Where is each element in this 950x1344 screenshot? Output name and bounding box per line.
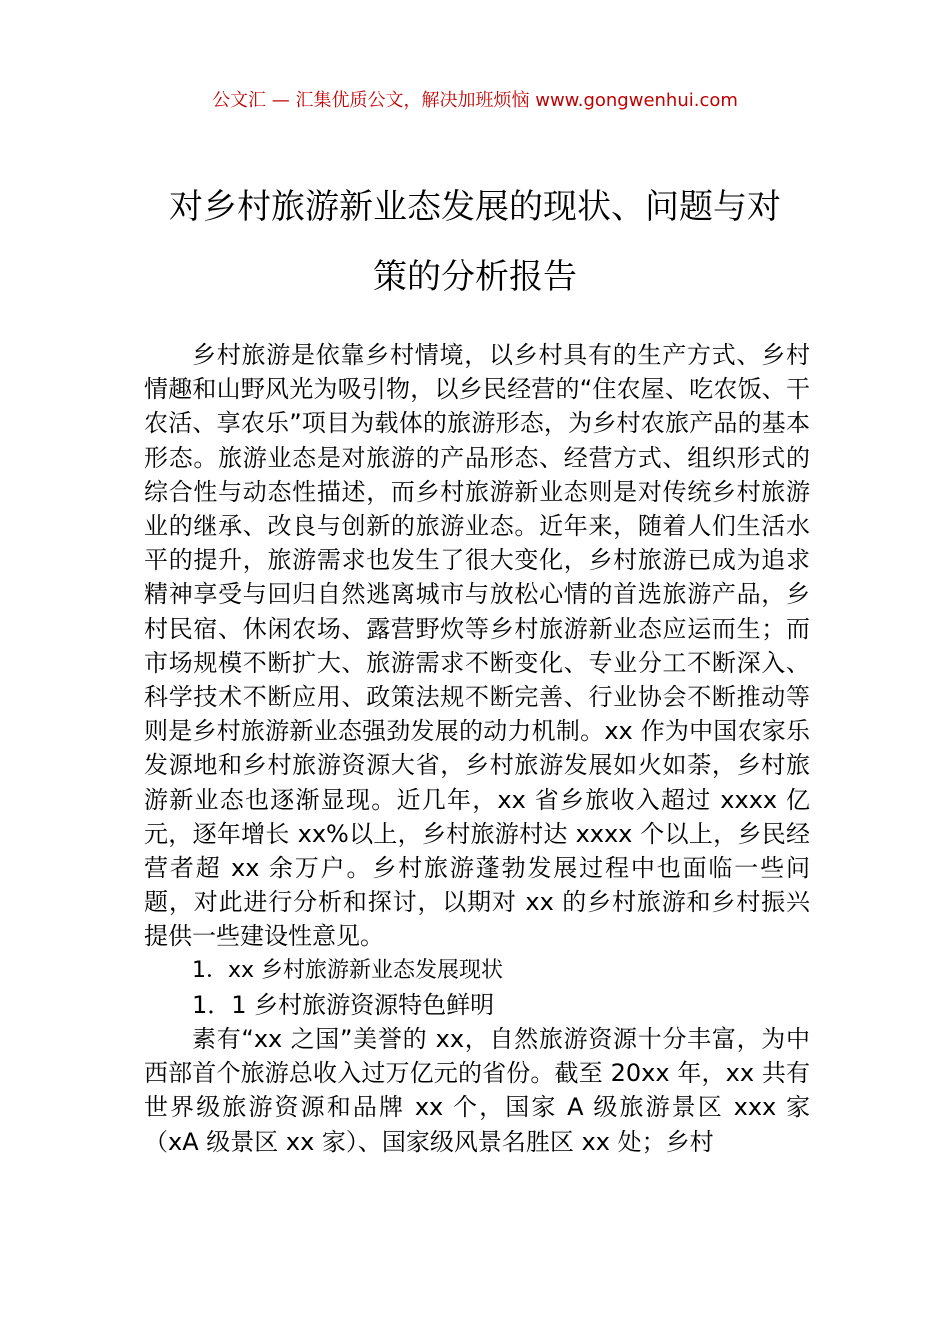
document-body: [144, 338, 810, 1159]
document-title-line-2: 策的分析报告: [373, 257, 577, 297]
header-banner: 公文汇 — 汇集优质公文，解决加班烦恼 www.gongwenhui.com: [212, 90, 738, 111]
document-title-line-1: 对乡村旅游新业态发展的现状、问题与对: [169, 187, 781, 227]
section-1-heading: 1．xx 乡村旅游新业态发展现状: [192, 957, 504, 983]
document-title: [130, 172, 820, 312]
section-1-1-heading: 1．1 乡村旅游资源特色鲜明: [192, 990, 495, 1019]
intro-paragraph: 乡村旅游是依靠乡村情境，以乡村具有的生产方式、乡村情趣和山野风光为吸引物，以乡民经营的“住农屋、吃农饭、干农活、享农乐”项目为载体的旅游形态，为乡村农旅产品的基本形态。旅游业态是对旅游的产品形态、经营方式、组织形式的综合性与动态性描述，而乡村旅游新业态则是对传统乡村旅游业的继承、改良与创新的旅游业态。近年来，随着人们生活水平的提升，旅游需求也发生了很大变化，乡村旅游已成为追求精神享受与回归自然逃离城市与放松心情的首选旅游产品，乡村民宿、休闲农场、露营野炊等乡村旅游新业态应运而生；而市场规模不断扩大、旅游需求不断变化、专业分工不断深入、科学技术不断应用、政策法规不断完善、行业协会不断推动等则是乡村旅游新业态强劲发展的动力机制。xx 作为中国农家乐发源地和乡村旅游资源大省，乡村旅游发展如火如荼，乡村旅游新业态也逐渐显现。近几年，xx 省乡旅收入超过 xxxx 亿元，逐年增长 xx%以上，乡村旅游村达 xxxx 个以上，乡民经营者超 xx 余万户。乡村旅游蓬勃发展过程中也面临一些问题，对此进行分析和探讨，以期对 xx 的乡村旅游和乡村振兴提供一些建设性意见。: [144, 341, 810, 951]
section-1-1-paragraph: 素有“xx 之国”美誉的 xx，自然旅游资源十分丰富，为中西部首个旅游总收入过万亿元的省份。截至 20xx 年，xx 共有世界级旅游资源和品牌 xx 个，国家 A 级旅游景区 xxx 家（xA 级景区 xx 家）、国家级风景名胜区 xx 处；乡村: [144, 1025, 810, 1156]
